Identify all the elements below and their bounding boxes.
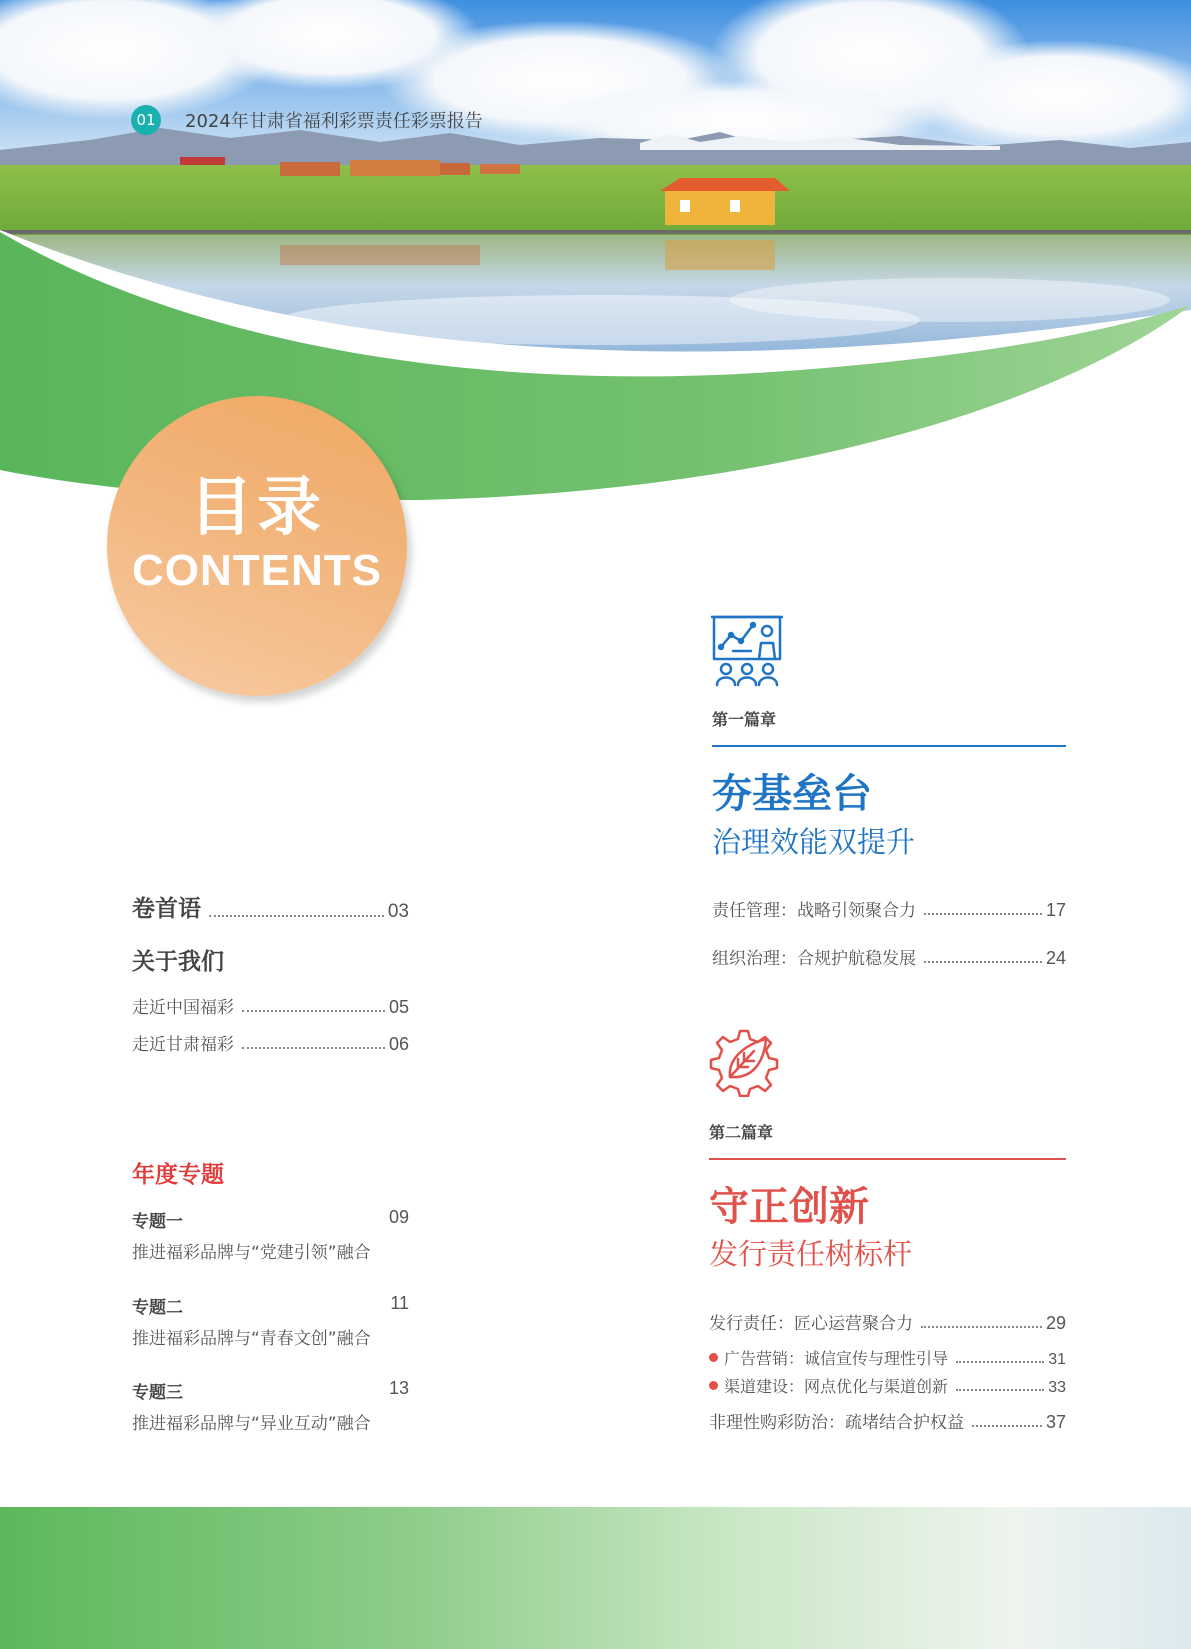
dot-leader [924, 912, 1042, 915]
toc-entry-label: 组织治理：合规护航稳发展 [712, 949, 916, 969]
toc-entry-label: 非理性购彩防治：疏堵结合护权益 [709, 1413, 964, 1433]
toc-entry-page: 06 [388, 1034, 409, 1054]
toc-topic-1[interactable] [132, 1207, 409, 1263]
section-heading-annual: 年度专题 [132, 1162, 224, 1188]
toc-entry-label: 卷首语 [132, 896, 201, 922]
toc-entry-page: 33 [1048, 1379, 1066, 1396]
dot-leader [956, 1388, 1044, 1391]
toc-entry-label: 走近甘肃福彩 [132, 1035, 234, 1055]
toc-entry-ch1-1[interactable] [712, 896, 1066, 921]
page-number-badge: 01 [131, 105, 161, 135]
chapter2-label: 第二篇章 [709, 1123, 774, 1142]
toc-entry-about-1[interactable] [132, 993, 409, 1018]
toc-entry-page: 31 [1048, 1351, 1066, 1368]
toc-entry-page: 24 [1045, 948, 1066, 968]
topic-name: 专题二 [132, 1298, 183, 1318]
topic-page: 11 [390, 1293, 409, 1313]
toc-entry-ch2-2[interactable] [709, 1346, 1066, 1369]
toc-entry-ch2-3[interactable] [709, 1374, 1066, 1397]
chapter2-subtitle: 发行责任树标杆 [709, 1237, 913, 1271]
toc-entry-label: 发行责任：匠心运营聚合力 [709, 1314, 913, 1334]
dot-leader [972, 1424, 1042, 1427]
chapter2-title: 守正创新 [709, 1184, 869, 1230]
toc-entry-label: 走近中国福彩 [132, 998, 234, 1018]
topic-description: 推进福彩品牌与“异业互动”融合 [132, 1414, 371, 1434]
contents-badge [107, 396, 407, 696]
presentation-teaching-icon [711, 613, 783, 687]
contents-title-en: CONTENTS [132, 546, 382, 595]
dot-leader [242, 1046, 385, 1049]
toc-entry-page: 05 [388, 997, 409, 1017]
dot-leader [921, 1325, 1042, 1328]
footer-gradient-band [0, 1507, 1191, 1649]
toc-entry-label: 责任管理：战略引领聚合力 [712, 901, 916, 921]
chapter1-subtitle: 治理效能双提升 [712, 825, 916, 859]
bullet-dot-icon [709, 1353, 718, 1362]
gear-leaf-icon [706, 1025, 782, 1097]
toc-entry-ch2-4[interactable] [709, 1408, 1066, 1433]
dot-leader [956, 1360, 1044, 1363]
toc-entry-about-2[interactable] [132, 1030, 409, 1055]
chapter1-title: 夯基垒台 [712, 771, 872, 817]
dot-leader [924, 960, 1042, 963]
topic-description: 推进福彩品牌与“青春文创”融合 [132, 1329, 371, 1349]
toc-entry-label: 渠道建设：网点优化与渠道创新 [724, 1377, 949, 1396]
chapter1-label: 第一篇章 [712, 710, 777, 729]
contents-title-cn: 目录 [189, 470, 325, 545]
toc-entry-page: 17 [1045, 900, 1066, 920]
toc-entry-page: 03 [387, 901, 409, 922]
toc-entry-preface[interactable] [132, 890, 409, 923]
topic-page: 13 [388, 1378, 409, 1398]
chapter1-divider [712, 745, 1066, 747]
topic-description: 推进福彩品牌与“党建引领”融合 [132, 1243, 371, 1263]
bullet-dot-icon [709, 1381, 718, 1390]
report-title: 2024年甘肃省福利彩票责任彩票报告 [185, 111, 483, 132]
toc-entry-ch1-2[interactable] [712, 944, 1066, 969]
toc-entry-page: 37 [1045, 1412, 1066, 1432]
toc-entry-label: 广告营销：诚信宣传与理性引导 [724, 1349, 949, 1368]
topic-name: 专题一 [132, 1212, 183, 1232]
toc-entry-page: 29 [1045, 1313, 1066, 1333]
chapter2-divider [709, 1158, 1066, 1160]
toc-topic-3[interactable] [132, 1378, 409, 1434]
toc-entry-ch2-1[interactable] [709, 1309, 1066, 1334]
topic-page: 09 [388, 1207, 409, 1227]
section-heading-about: 关于我们 [132, 949, 224, 975]
dot-leader [242, 1009, 385, 1012]
dot-leader [209, 914, 384, 917]
topic-name: 专题三 [132, 1383, 183, 1403]
toc-topic-2[interactable] [132, 1293, 409, 1349]
